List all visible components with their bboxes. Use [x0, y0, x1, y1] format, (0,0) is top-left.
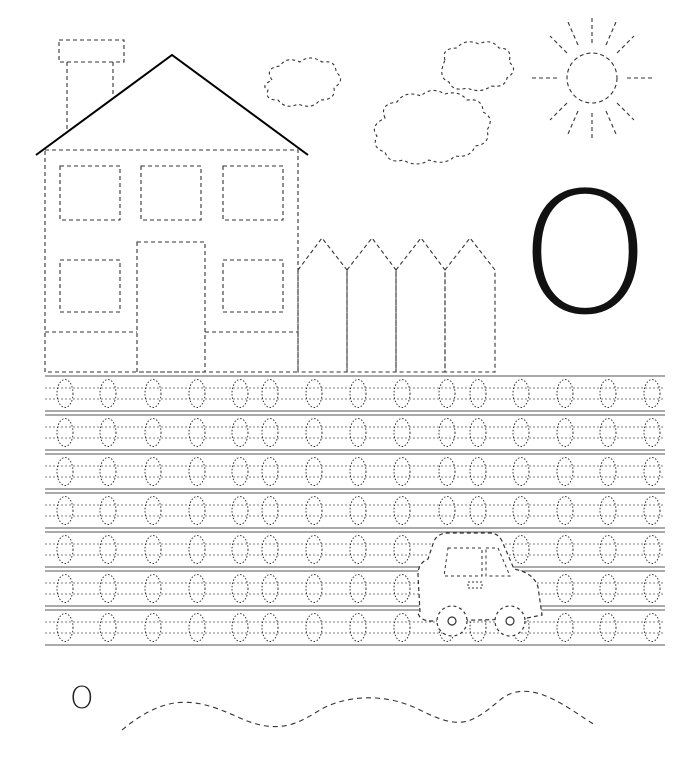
trace-letter-o [232, 497, 248, 525]
car [418, 533, 542, 636]
trace-letter-o [350, 575, 366, 603]
trace-letter-o [145, 497, 161, 525]
trace-letter-o [644, 458, 660, 486]
trace-letter-o [232, 536, 248, 564]
tracing-row [45, 376, 665, 411]
trace-letter-o [57, 536, 73, 564]
trace-letter-o [262, 536, 278, 564]
trace-letter-o [557, 497, 573, 525]
trace-letter-o [189, 497, 205, 525]
trace-letter-o [394, 614, 410, 642]
trace-letter-o [394, 458, 410, 486]
cloud [442, 42, 514, 91]
house-wall [45, 150, 298, 372]
trace-letter-o [262, 458, 278, 486]
tracing-row [45, 571, 665, 606]
tracing-row [45, 532, 665, 567]
trace-letter-o [100, 380, 116, 408]
trace-letter-o [232, 419, 248, 447]
trace-letter-o [350, 497, 366, 525]
trace-letter-o [145, 419, 161, 447]
trace-letter-o [644, 380, 660, 408]
trace-letter-o [439, 458, 455, 486]
trace-letter-o [600, 380, 616, 408]
fence [298, 238, 495, 372]
trace-letter-o [470, 497, 486, 525]
trace-letter-o [100, 614, 116, 642]
trace-letter-o [57, 380, 73, 408]
trace-letter-o [189, 536, 205, 564]
trace-letter-o [57, 419, 73, 447]
trace-letter-o [145, 575, 161, 603]
trace-letter-o [600, 497, 616, 525]
trace-letter-o [557, 536, 573, 564]
trace-letter-o [557, 458, 573, 486]
trace-letter-o [350, 614, 366, 642]
trace-letter-o [513, 497, 529, 525]
sun [530, 18, 655, 138]
trace-letter-o [189, 458, 205, 486]
trace-letter-o [600, 419, 616, 447]
trace-letter-o [350, 380, 366, 408]
chimney [59, 40, 124, 62]
trace-letter-o [262, 614, 278, 642]
window [141, 166, 201, 220]
trace-letter-o [439, 380, 455, 408]
trace-letter-o [394, 419, 410, 447]
wavy-trace-line [122, 691, 595, 730]
trace-letter-o [262, 419, 278, 447]
trace-letter-o [350, 458, 366, 486]
trace-letter-o [470, 380, 486, 408]
trace-letter-o [145, 458, 161, 486]
trace-letter-o [394, 380, 410, 408]
trace-letter-o [145, 614, 161, 642]
trace-letter-o [262, 575, 278, 603]
roof [36, 55, 308, 155]
tracing-row [45, 454, 665, 489]
trace-letter-o [189, 380, 205, 408]
trace-letter-o [513, 458, 529, 486]
trace-letter-o [306, 458, 322, 486]
trace-letter-o [350, 419, 366, 447]
tracing-row [45, 610, 665, 645]
trace-letter-o [100, 575, 116, 603]
trace-letter-o [306, 380, 322, 408]
cloud [265, 58, 341, 106]
trace-letter-o [100, 458, 116, 486]
trace-letter-o [145, 380, 161, 408]
window [60, 260, 120, 312]
trace-letter-o [145, 536, 161, 564]
trace-letter-o [57, 497, 73, 525]
trace-letter-o [306, 497, 322, 525]
trace-letter-o [189, 419, 205, 447]
trace-letter-o [644, 497, 660, 525]
trace-letter-o [57, 614, 73, 642]
trace-letter-o [306, 575, 322, 603]
trace-letter-o [439, 419, 455, 447]
trace-letter-o [600, 614, 616, 642]
trace-letter-o [644, 575, 660, 603]
clouds [265, 42, 514, 164]
tracing-row [45, 415, 665, 450]
trace-letter-o [306, 614, 322, 642]
trace-letter-o [306, 536, 322, 564]
tracing-rows [45, 376, 665, 645]
big-letter: O [518, 156, 652, 352]
trace-letter-o [232, 614, 248, 642]
trace-letter-o [513, 380, 529, 408]
house [45, 40, 298, 372]
trace-letter-o [189, 614, 205, 642]
door [137, 242, 205, 372]
trace-letter-o [232, 458, 248, 486]
trace-letter-o [557, 419, 573, 447]
tracing-row [45, 493, 665, 528]
trace-letter-o [57, 575, 73, 603]
trace-letter-o [394, 536, 410, 564]
window [223, 260, 283, 312]
trace-letter-o [439, 497, 455, 525]
trace-letter-o [100, 419, 116, 447]
trace-letter-o [306, 419, 322, 447]
trace-letter-o [262, 497, 278, 525]
trace-letter-o [557, 575, 573, 603]
trace-letter-o [513, 419, 529, 447]
trace-letter-o [394, 575, 410, 603]
trace-letter-o [100, 497, 116, 525]
trace-letter-o [513, 536, 529, 564]
trace-letter-o [600, 458, 616, 486]
trace-letter-o [232, 380, 248, 408]
trace-letter-o [394, 497, 410, 525]
trace-letter-o [470, 419, 486, 447]
trace-letter-o [644, 614, 660, 642]
trace-letter-o [644, 419, 660, 447]
cloud [374, 90, 490, 164]
trace-letter-o [57, 458, 73, 486]
trace-letter-o [232, 575, 248, 603]
trace-letter-o [100, 536, 116, 564]
window [60, 166, 120, 220]
trace-letter-o [600, 575, 616, 603]
trace-letter-o [644, 536, 660, 564]
trace-letter-o [189, 575, 205, 603]
sun-disc [567, 53, 617, 103]
small-letter: O [70, 681, 94, 716]
trace-letter-o [470, 458, 486, 486]
trace-letter-o [557, 614, 573, 642]
trace-letter-o [350, 536, 366, 564]
window [223, 166, 283, 220]
trace-letter-o [262, 380, 278, 408]
trace-letter-o [557, 380, 573, 408]
trace-letter-o [600, 536, 616, 564]
